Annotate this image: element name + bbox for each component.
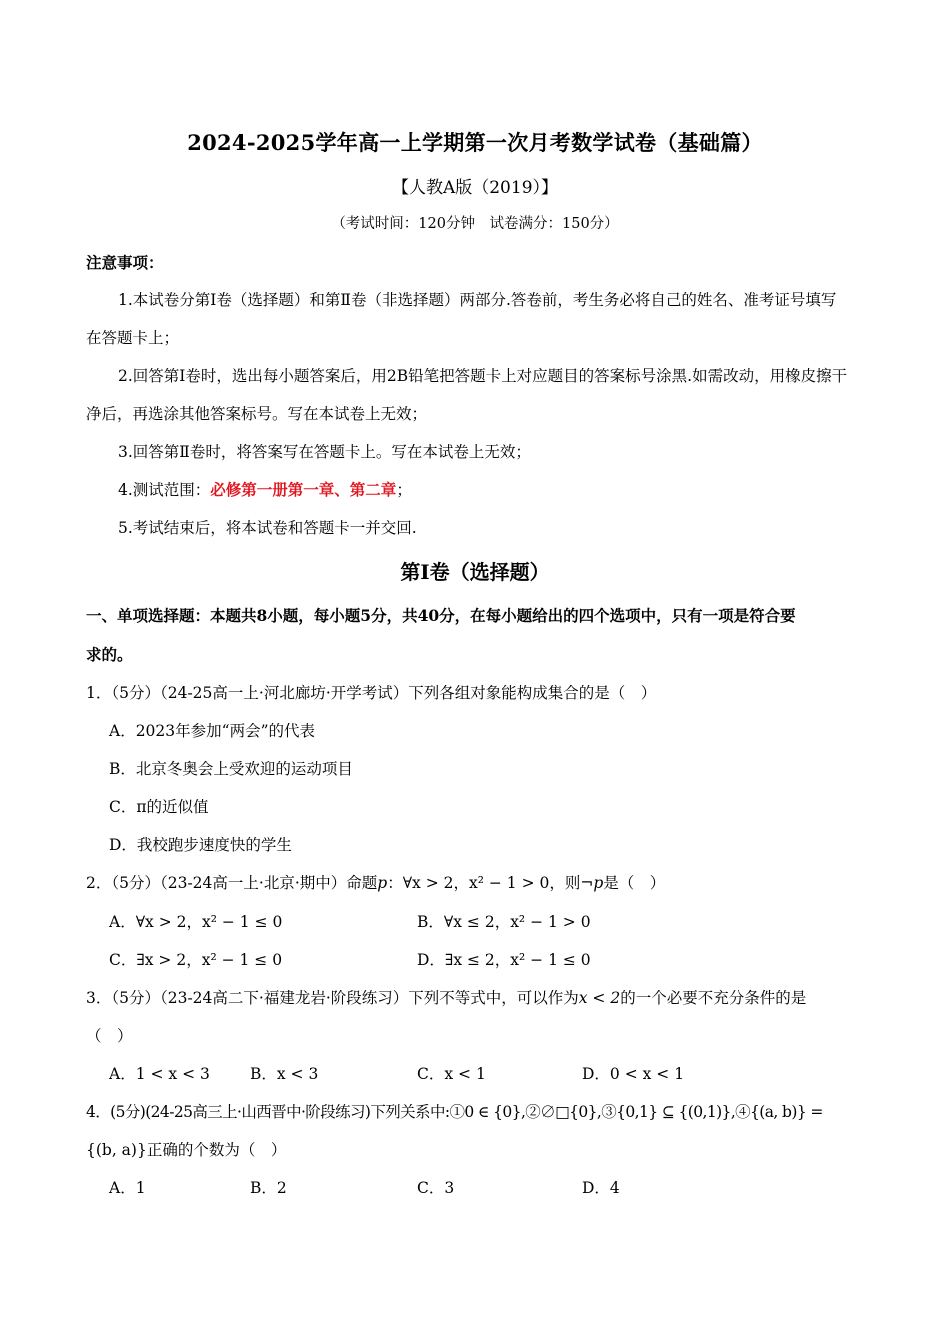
question-3-option-a: A．1 < x < 3 xyxy=(109,1065,210,1083)
part-heading-cont: 求的。 xyxy=(86,645,133,664)
notice-item-3: 3.回答第Ⅱ卷时，将答案写在答题卡上。写在本试卷上无效； xyxy=(118,443,531,461)
question-3-stem xyxy=(86,986,806,1008)
notice-item-4 xyxy=(118,478,412,500)
section-title: 第Ⅰ卷（选择题） xyxy=(400,560,550,584)
part-heading: 一、单项选择题：本题共8小题，每小题5分，共40分，在每小题给出的四个选项中，只有一项是符合要 xyxy=(86,606,796,625)
question-3-stem-cont: （ ） xyxy=(86,1027,133,1045)
notice-item-1: 1.本试卷分第Ⅰ卷（选择题）和第Ⅱ卷（非选择题）两部分.答卷前，考生务必将自己的姓名、准考证号填写 xyxy=(118,291,837,309)
notice-item-2-cont: 净后，再选涂其他答案标号。写在本试卷上无效； xyxy=(86,405,428,423)
question-4-stem-cont: {(b, a)}正确的个数为（ ） xyxy=(86,1141,287,1159)
question-2-option-c: C．∃x > 2，x² − 1 ≤ 0 xyxy=(109,951,283,969)
exam-title: 2024-2025学年高一上学期第一次月考数学试卷（基础篇） xyxy=(187,130,763,155)
question-2-stem-mid: ：∀x > 2，x² − 1 > 0，则¬ xyxy=(387,874,594,892)
question-1-option-a: A．2023年参加“两会”的代表 xyxy=(109,722,315,740)
question-4-option-a: A．1 xyxy=(109,1179,146,1197)
question-1-stem: 1．（5分）（24-25高一上·河北廊坊·开学考试）下列各组对象能构成集合的是（ ） xyxy=(86,684,657,702)
edition-label: 【人教A版（2019）】 xyxy=(391,178,559,198)
question-2-stem-suffix: 是（ ） xyxy=(603,874,666,892)
question-4-stem: 4．(5分)(24-25高三上·山西晋中·阶段练习)下列关系中:①0 ∈ {0},②∅□{0},③{0,1} ⊆ {(0,1)},④{(a, b)} = xyxy=(86,1103,823,1121)
notice-item-4-prefix: 4.测试范围： xyxy=(118,481,211,499)
notice-item-1-cont: 在答题卡上； xyxy=(86,329,180,347)
question-3-option-c: C．x < 1 xyxy=(417,1065,486,1083)
question-2-option-b: B．∀x ≤ 2，x² − 1 > 0 xyxy=(417,913,591,931)
question-3-stem-prefix: 3．（5分）（23-24高二下·福建龙岩·阶段练习）下列不等式中，可以作为 xyxy=(86,989,579,1007)
question-2-math-p2: p xyxy=(593,874,604,892)
notice-item-5: 5.考试结束后，将本试卷和答题卡一并交回. xyxy=(118,519,417,537)
question-3-stem-suffix: 的一个必要不充分条件的是 xyxy=(620,989,807,1007)
question-1-option-d: D．我校跑步速度快的学生 xyxy=(109,836,292,854)
question-1-option-b: B．北京冬奥会上受欢迎的运动项目 xyxy=(109,760,353,778)
question-4-option-c: C．3 xyxy=(417,1179,455,1197)
question-3-math: x < 2 xyxy=(578,989,621,1007)
notice-item-4-suffix: ； xyxy=(396,481,412,499)
test-scope-highlight: 必修第一册第一章、第二章 xyxy=(210,480,397,499)
exam-time-info: （考试时间：120分钟 试卷满分：150分） xyxy=(331,216,619,232)
question-2-math-p: p xyxy=(377,874,388,892)
notice-heading: 注意事项： xyxy=(86,253,164,272)
question-4-option-b: B．2 xyxy=(250,1179,287,1197)
question-2-stem xyxy=(86,871,665,893)
question-1-option-c: C．π的近似值 xyxy=(109,798,209,816)
question-3-option-d: D．0 < x < 1 xyxy=(582,1065,685,1083)
question-2-option-a: A．∀x > 2，x² − 1 ≤ 0 xyxy=(109,913,283,931)
notice-item-2: 2.回答第Ⅰ卷时，选出每小题答案后，用2B铅笔把答题卡上对应题目的答案标号涂黑.如需改动，用橡皮擦干 xyxy=(118,367,848,385)
question-3-option-b: B．x < 3 xyxy=(250,1065,319,1083)
question-2-option-d: D．∃x ≤ 2，x² − 1 ≤ 0 xyxy=(417,951,591,969)
question-4-option-d: D．4 xyxy=(582,1179,620,1197)
question-2-stem-prefix: 2．（5分）（23-24高一上·北京·期中）命题 xyxy=(86,874,378,892)
